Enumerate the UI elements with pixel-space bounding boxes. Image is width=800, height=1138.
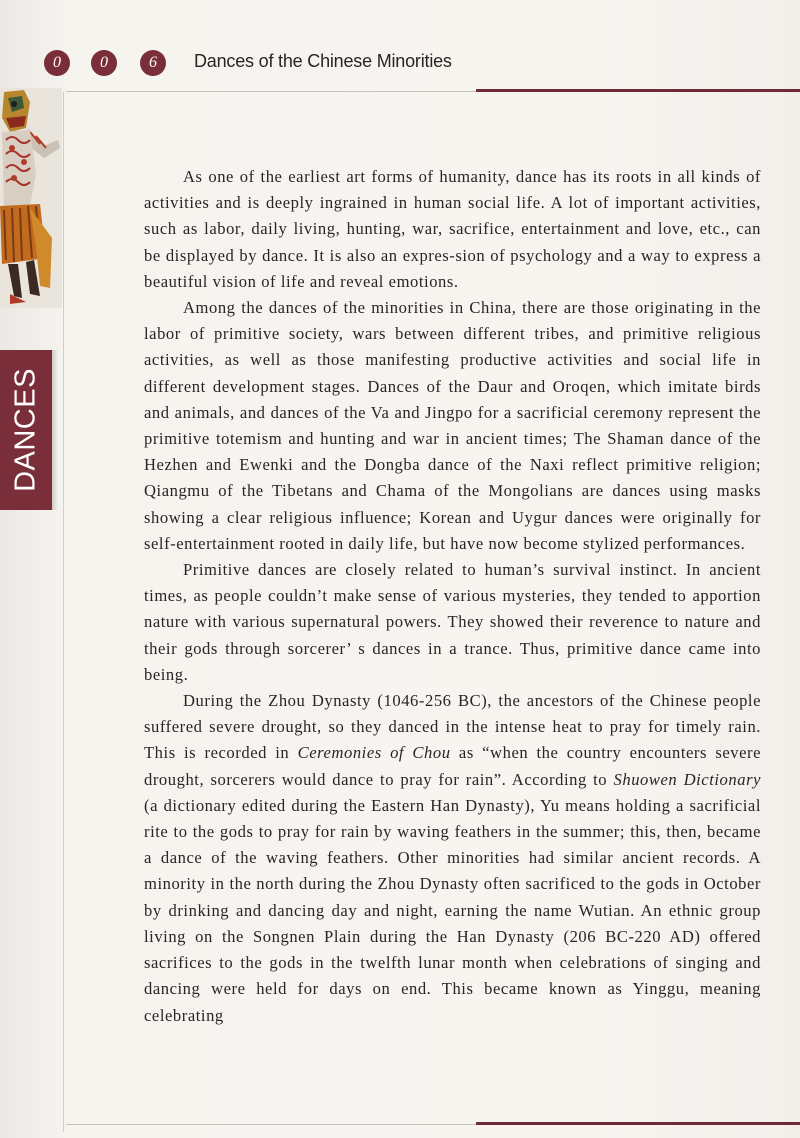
page-number-digit-3: 6	[140, 50, 166, 76]
page-header	[0, 0, 800, 95]
paragraph-4	[144, 688, 761, 1029]
text-run: (a dictionary edited during the Eastern Han Dynasty), Yu means holding a sacrificial rite to the gods to pray for rain by waving feathers in the summer; this, then, became a dance of the waving feathers. Other minorities had similar ancient records. A minority in the north during the Zhou Dynasty often sacrificed to the gods in October by drinking and dancing day and night, earning the name Wutian. An ethnic group living on the Songnen Plain during the Han Dynasty (206 BC-220 AD) offered sacrifices to the gods in the twelfth lunar month when celebrations of singing and dancing were held for days on end. This became known as Yinggu, meaning celebrating	[144, 795, 761, 1025]
footer-rule	[476, 1122, 800, 1125]
paragraph-3	[144, 557, 761, 688]
text-run: as “when the country encounters severe drought, sorcerers would dance to pray for rain”. According to	[144, 743, 762, 789]
margin-line	[63, 92, 64, 1132]
header-rule-thin	[66, 91, 476, 92]
book-title-citation: Ceremonies of Chou	[297, 743, 451, 763]
dancer-figure-image	[0, 88, 62, 308]
text-run: Primitive dances are closely related to human’s survival instinct. In ancient times, as people couldn’t make sense of various mysteries, they tended to apportion nature with various supernatural powers. They showed their reverence to nature and their gods through sorcerer’ s dances in a trance. Thus, primitive dance came into being.	[144, 560, 761, 684]
header-rule	[476, 89, 800, 92]
text-run: During the Zhou Dynasty (1046-256 BC), the ancestors of the Chinese people suffered severe drought, so they danced in the intense heat to pray for timely rain. This is recorded in	[144, 691, 761, 763]
book-title-citation: Shuowen Dictionary	[613, 769, 762, 789]
page-number-digit-2: 0	[91, 50, 117, 76]
paragraph-1	[144, 164, 761, 295]
paragraph-2	[144, 295, 761, 557]
page-number-digit-1: 0	[44, 50, 70, 76]
section-tab-label: DANCES	[9, 368, 42, 492]
book-title: Dances of the Chinese Minorities	[194, 51, 452, 71]
text-run: As one of the earliest art forms of humanity, dance has its roots in all kinds of activities and is deeply ingrained in human social life. A lot of important activities, such as labor, daily living, hunting, war, sacrifice, entertainment and love, etc., can be displayed by dance. It is also an expres-sion of psychology and a way to express a beautiful vision of life and reveal emotions.	[144, 167, 761, 291]
body-text	[144, 164, 761, 1029]
text-run: Among the dances of the minorities in China, there are those originating in the labor of primitive society, wars between different tribes, and primitive religious activities, as well as those manifesting productive activities and social life in different development stages. Dances of the Daur and Oroqen, which imitate birds and animals, and dances of the Va and Jingpo for a sacrificial ceremony represent the primitive totemism and hunting and war in ancient times; The Shaman dance of the Hezhen and Ewenki and the Dongba dance of the Naxi reflect primitive religion; Qiangmu of the Tibetans and Chama of the Mongolians are dances using masks showing a clear religious influence; Korean and Uygur dances were originally for self-entertainment rooted in daily life, but have now become stylized performances.	[144, 298, 761, 553]
footer-rule-thin	[66, 1124, 476, 1125]
section-tab-shadow	[52, 350, 58, 510]
